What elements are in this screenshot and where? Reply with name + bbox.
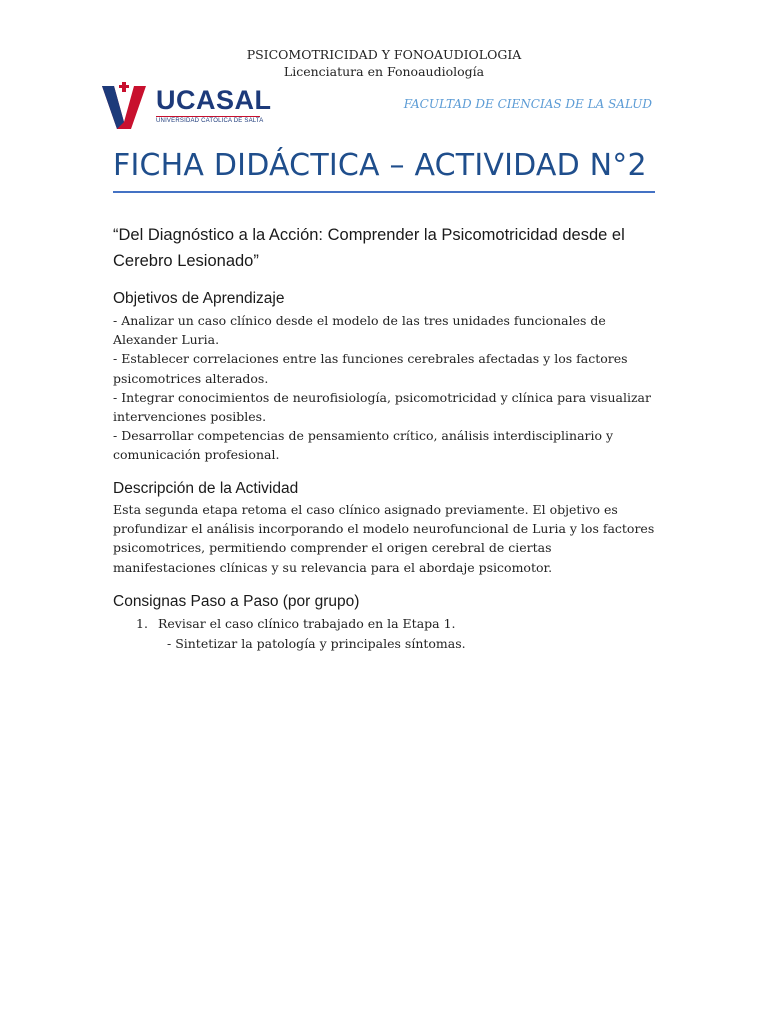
- university-shield-icon: [102, 82, 146, 130]
- description-heading: Descripción de la Actividad: [113, 480, 299, 497]
- step-number: 1.: [136, 616, 148, 631]
- objective-item: - Desarrollar competencias de pensamiento crítico, análisis interdisciplinario y comunicación profesional.: [113, 428, 614, 463]
- logo-wordmark: UCASAL: [156, 85, 272, 115]
- title-divider: [113, 191, 655, 193]
- step-subitem: - Sintetizar la patología y principales síntomas.: [167, 636, 466, 651]
- faculty-name: FACULTAD DE CIENCIAS DE LA SALUD: [403, 97, 652, 111]
- course-title: PSICOMOTRICIDAD Y FONOAUDIOLOGIA: [246, 47, 522, 62]
- degree-name: Licenciatura en Fonoaudiología: [283, 64, 485, 79]
- page-title: FICHA DIDÁCTICA – ACTIVIDAD N°2: [113, 148, 647, 183]
- logo-subtitle: UNIVERSIDAD CATÓLICA DE SALTA: [156, 118, 264, 124]
- steps-heading: Consignas Paso a Paso (por grupo): [113, 593, 360, 610]
- objective-item: - Analizar un caso clínico desde el modelo de las tres unidades funcionales de Alexander Luria.: [113, 313, 606, 348]
- description-paragraph: Esta segunda etapa retoma el caso clínico asignado previamente. El objetivo es profundizar el análisis incorporando el modelo neurofuncional de Luria y los factores psicomotrices, permitiendo comprender el origen cerebral de ciertas manifestaciones clínicas y su relevancia para el abordaje psicomotor.: [113, 502, 655, 575]
- ucasal-logo: [102, 82, 272, 130]
- objectives-list: [113, 311, 658, 465]
- step-text: Revisar el caso clínico trabajado en la Etapa 1.: [158, 616, 456, 631]
- logo-divider: [156, 116, 260, 117]
- objective-item: - Integrar conocimientos de neurofisiología, psicomotricidad y clínica para visualizar intervenciones posibles.: [113, 389, 651, 425]
- objectives-heading: Objetivos de Aprendizaje: [113, 290, 285, 307]
- objective-item: - Establecer correlaciones entre las funciones cerebrales afectadas y los factores psicomotrices alterados.: [113, 351, 628, 386]
- activity-subtitle: “Del Diagnóstico a la Acción: Comprender la Psicomotricidad desde el Cerebro Lesionado”: [113, 226, 625, 270]
